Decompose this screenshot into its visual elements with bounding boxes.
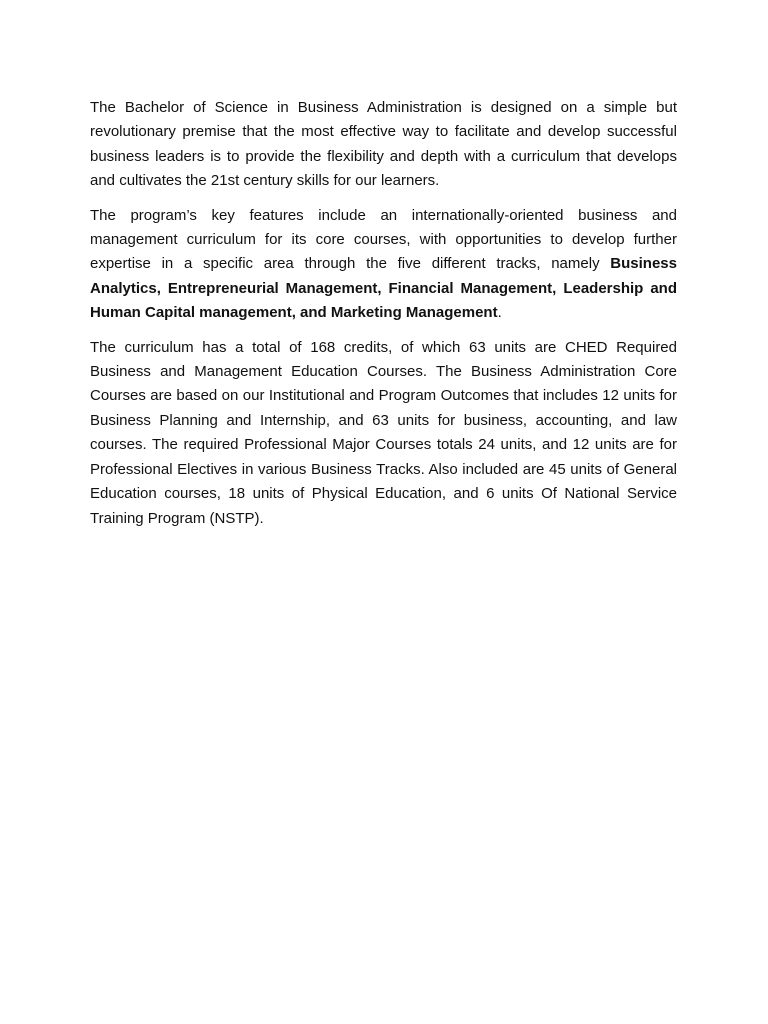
paragraph-key-features — [90, 204, 677, 326]
tracks-list-bold: Business Analytics, Entrepreneurial Management, Financial Management, Leadership and Human Capital management, and Marketing Management — [90, 255, 677, 322]
paragraph-intro: The Bachelor of Science in Business Administration is designed on a simple but revolutionary premise that the most effective way to facilitate and develop successful business leaders is to provide the flexibility and depth with a curriculum that develops and cultivates the 21st century skills for our learners. — [90, 99, 677, 190]
paragraph-key-features-trail: . — [497, 304, 502, 322]
paragraph-curriculum: The curriculum has a total of 168 credits, of which 63 units are CHED Required Business and Management Education Courses. The Business Administration Core Courses are based on our Institutional and Program Outcomes that includes 12 units for Business Planning and Internship, and 63 units for business, accounting, and law courses. The required Professional Major Courses totals 24 units, and 12 units are for Professional Electives in various Business Tracks. Also included are 45 units of General Education courses, 18 units of Physical Education, and 6 units Of National Service Training Program (NSTP). — [90, 338, 677, 527]
paragraph-key-features-lead: The program’s key features include an internationally-oriented business and management curriculum for its core courses, with opportunities to develop further expertise in a specific area through the five different tracks, namely — [90, 206, 677, 273]
document-body — [90, 96, 677, 541]
